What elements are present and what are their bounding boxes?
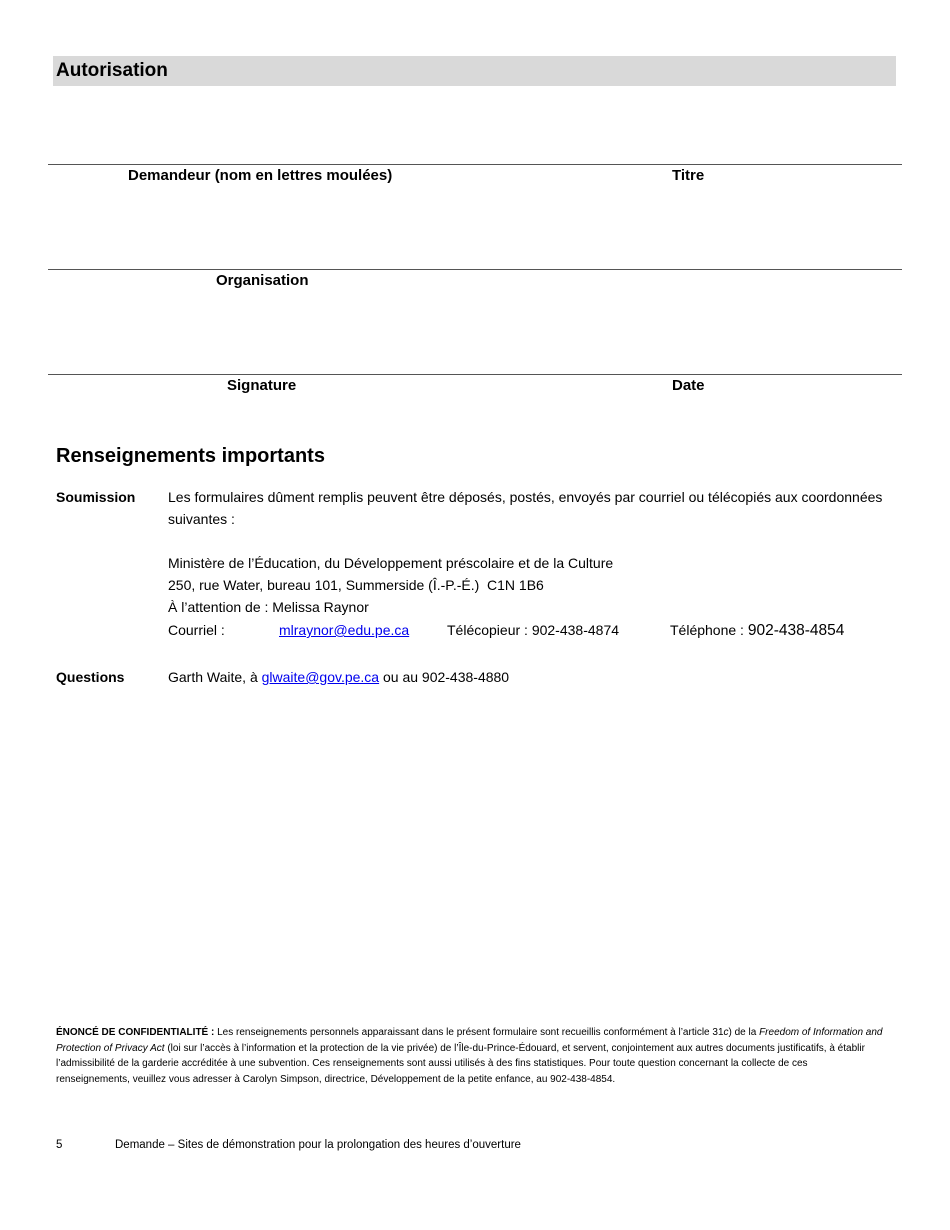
fax-line bbox=[447, 619, 619, 641]
signature-line bbox=[48, 374, 902, 375]
questions-label: Questions bbox=[56, 669, 125, 685]
signature-label: Signature bbox=[227, 377, 297, 394]
attention-name: Melissa Raynor bbox=[272, 599, 369, 615]
section-title: Autorisation bbox=[56, 60, 168, 81]
date-label: Date bbox=[672, 377, 705, 394]
section-header-bar bbox=[53, 56, 896, 86]
privacy-text-1: Les renseignements personnels apparaissant dans le présent formulaire sont recueillis conformément à l’article 31 bbox=[214, 1027, 724, 1038]
footer-title: Demande – Sites de démonstration pour la prolongation des heures d’ouverture bbox=[115, 1139, 521, 1151]
privacy-act-name: Freedom of Information and Protection of Privacy Act bbox=[56, 1027, 883, 1054]
organization-label: Organisation bbox=[216, 272, 309, 289]
email-label: Courriel : bbox=[168, 622, 225, 638]
attention-line bbox=[168, 596, 369, 618]
fax-label: Télécopieur : bbox=[447, 622, 528, 638]
questions-suffix: ou au 902-438-4880 bbox=[379, 669, 510, 685]
privacy-statement bbox=[56, 1025, 884, 1087]
fax-number: 902-438-4874 bbox=[531, 622, 620, 638]
applicant-label: Demandeur (nom en lettres moulées) bbox=[128, 167, 393, 184]
phone-number: 902-438-4854 bbox=[747, 622, 845, 639]
submission-label: Soumission bbox=[56, 489, 136, 505]
organization-line bbox=[48, 269, 902, 270]
attention-label: À l’attention de : bbox=[168, 599, 269, 615]
ministry-address: 250, rue Water, bureau 101, Summerside (Î.-P.-É.) C1N 1B6 bbox=[168, 577, 544, 593]
ministry-name: Ministère de l’Éducation, du Développement préscolaire et de la Culture bbox=[168, 555, 614, 571]
applicant-line bbox=[48, 164, 902, 165]
title-label: Titre bbox=[672, 167, 705, 184]
important-heading: Renseignements importants bbox=[56, 445, 325, 467]
page-number: 5 bbox=[56, 1139, 63, 1151]
privacy-text-c: c bbox=[723, 1027, 729, 1038]
privacy-label: ÉNONCÉ DE CONFIDENTIALITÉ : bbox=[56, 1027, 215, 1038]
submission-email-link[interactable]: mlraynor@edu.pe.ca bbox=[279, 622, 410, 638]
questions-prefix: Garth Waite, à bbox=[168, 669, 262, 685]
phone-label: Téléphone : bbox=[670, 622, 744, 638]
questions-line bbox=[168, 666, 509, 688]
privacy-text-2: ) de la bbox=[728, 1027, 760, 1038]
questions-email-link[interactable]: glwaite@gov.pe.ca bbox=[261, 669, 380, 685]
submission-intro: Les formulaires dûment remplis peuvent être déposés, postés, envoyés par courriel ou télécopiés aux coordonnées suivantes : bbox=[168, 489, 883, 527]
privacy-text-3: (loi sur l’accès à l’information et la protection de la vie privée) de l’Île-du-Prince-Édouard, et servent, conjointement aux autres documents justificatifs, à établir l’admissibilité de la garderie accréditée à une subvention. Ces renseignements sont aussi utilisés à des fins statistiques. Pour toute question concernant la collecte de ces renseignements, veuillez vous adresser à Carolyn Simpson, directrice, Développement de la petite enfance, au 902-438-4854. bbox=[56, 1042, 865, 1085]
phone-line bbox=[670, 619, 844, 642]
